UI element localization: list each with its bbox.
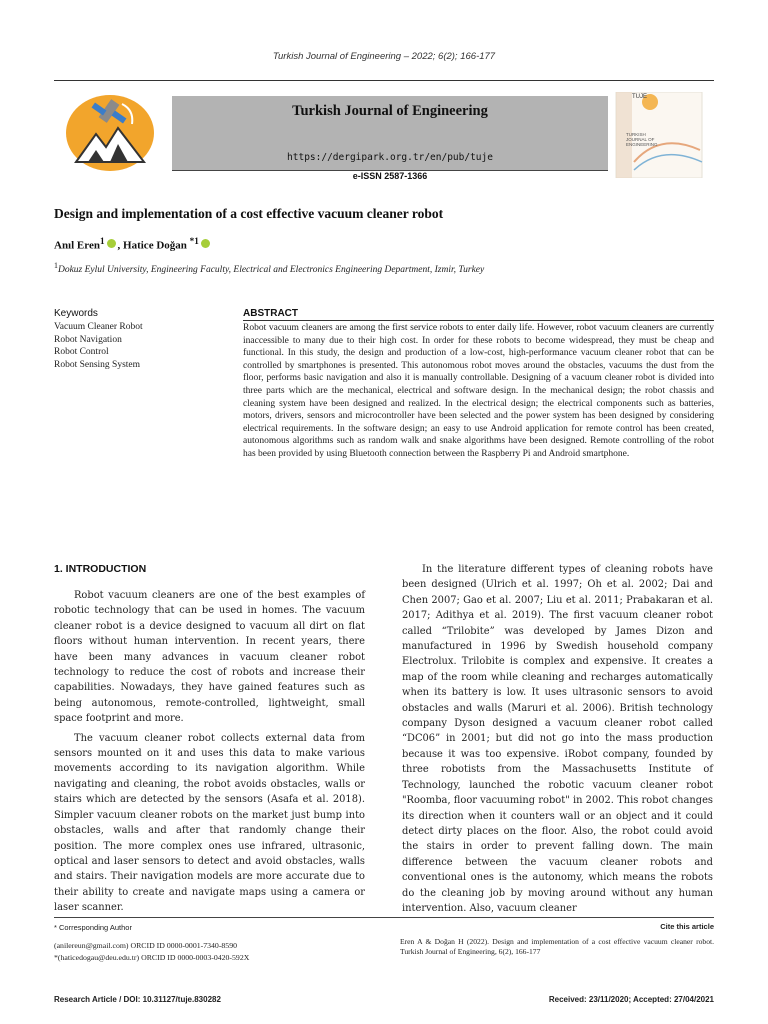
journal-name: Turkish Journal of Engineering (292, 103, 488, 119)
orcid-icon[interactable] (201, 239, 210, 248)
abstract-text: Robot vacuum cleaners are among the first service robots to enter daily life. However, robot vacuum cleaners are currently inaccessible to many due to their high cost. In order for these robots to become widespread, they must be cheap and functional. In this study, the design and production of a low-cost, high-performance vacuum cleaner robot that can be controlled by smartphones is presented. This autonomous robot moves around the obstacles, vacuums the dust from the floor, performs basic navigation and also it is manually controllable. Designing of a vacuum cleaner robot is divided into three parts which are the mechanical, electrical and software design. In the mechanical design; the robot chassis and cleaning system have been designed and realized. In the electrical design; the electrical components such as batteries, motors, drivers, sensors and microcontroller have been selected and the power system has been designed by considering electrical requirements. In the software design; an easy to use Android application for remote control has been created, autonomous algorithms such as random walk and snake algorithms have been designed. Remote controlling of the robot has been provided by using Bluetooth connection between the Raspberry Pi and Android smartphone. (243, 323, 714, 459)
keyword-item: Robot Control (54, 347, 109, 357)
keywords-heading: Keywords (54, 308, 98, 319)
section-heading: 1. INTRODUCTION (54, 563, 147, 575)
body-column-left (54, 588, 365, 920)
cover-badge: TUJE (632, 94, 647, 100)
cite-text: Eren A & Doğan H (2022). Design and implementation of a cost effective vacuum cleaner robot. Turkish Journal of Engineering, 6(2), 166-177 (400, 936, 714, 956)
author-contact[interactable]: (anilereun@gmail.com) ORCID ID 0000-0001-7340-8590 (54, 941, 238, 950)
keyword-item: Robot Navigation (54, 334, 122, 345)
affiliation-sup: 1 (54, 261, 58, 270)
keyword-item: Robot Sensing System (54, 359, 141, 370)
affiliation-text: Dokuz Eylul University, Engineering Faculty, Electrical and Electronics Engineering Department, Izmir, Turkey (57, 265, 485, 276)
cover-text: TURKISH JOURNAL OF ENGINEERING (626, 132, 658, 147)
author-sup: 1 (99, 236, 105, 246)
issn-label: e-ISSN 2587-1366 (352, 171, 428, 181)
body-paragraph: The vacuum cleaner robot collects external data from sensors mounted on it and uses this data to make various movements according to its navigation algorithm. While navigating and cleaning, the robot avoids obstacles, walls or stairs which are detected by the sensors (Asafa et al. 2018). Simpler vacuum cleaner robots on the market just bump into obstacles, walls and after that randomly change their position. The more complex ones use infrared, ultrasonic, optical and laser sensors to detect and avoid obstacles, walls and stairs. Their navigation models are more accurate due to their ability to create and navigate maps using a camera or laser scanner. (54, 732, 365, 914)
author-line (54, 236, 212, 252)
dates-label: Received: 23/11/2020; Accepted: 27/04/2021 (548, 995, 714, 1004)
body-column-right (402, 562, 713, 920)
author-name: , Hatice Doğan (117, 239, 190, 252)
author-name: Anıl Eren (54, 239, 100, 252)
keyword-item: Vacuum Cleaner Robot (54, 322, 143, 332)
abstract-divider (243, 320, 714, 321)
journal-cover-image (612, 92, 706, 178)
author-sup: *1 (189, 236, 199, 246)
footnote-block (54, 922, 384, 964)
journal-logo-icon (62, 92, 158, 174)
header-divider (54, 80, 714, 81)
affiliation (54, 261, 484, 275)
orcid-icon[interactable] (107, 239, 116, 248)
body-paragraph: Robot vacuum cleaners are one of the best examples of robotic technology that can be used in homes. The vacuum cleaner robot is a device designed to vacuum all dirt on flat floors without human intervention. In recent years, there have been many advances in vacuum cleaner robot technology to reduce the cost of robots and increase their capabilities. Nowadays, they have gained features such as being autonomous, remote-controlled, lightweight, small space footprint and more. (54, 590, 365, 725)
citation-block (400, 922, 714, 958)
running-head: Turkish Journal of Engineering – 2022; 6(2); 166-177 (272, 51, 496, 62)
journal-url-link[interactable]: https://dergipark.org.tr/en/pub/tuje (287, 152, 493, 163)
author-contact[interactable]: *(haticedogau@deu.edu.tr) ORCID ID 0000-0003-0420-592X (54, 953, 250, 962)
doi-label[interactable]: Research Article / DOI: 10.31127/tuje.830282 (54, 995, 221, 1004)
keyword-list (54, 321, 143, 371)
paper-title: Design and implementation of a cost effective vacuum cleaner robot (54, 206, 444, 221)
cite-label: Cite this article (660, 922, 714, 931)
body-paragraph: In the literature different types of cleaning robots have been designed (Ulrich et al. 1997; Oh et al. 2002; Dai and Chen 2007; Gao et al. 2007; Liu et al. 2011; Prabakaran et al. 2017; Adithya et al. 2019). The first vacuum cleaner robot called “Trilobite” was developed by James Dizon and manufactured in 1996 by Swedish household company Electrolux. Trilobite is complex and expensive. It creates a map of the room while cleaning and recharges automatically when its battery is low. It uses ultrasonic sensors to avoid obstacles and walls (Maruri et al. 2006). British technology company Dyson designed a vacuum cleaner robot called “DC06” in 2001; but did not go into the mass production because it was too expensive. iRobot company, founded by three robotists from the Massachusetts Institute of Technology, launched the robotic vacuum cleaner robot "Roomba, floor vacuuming robot" in 2002. This robot changes its direction when it counters wall or an object and it could detect dirty places on the floor. Also, the robot could avoid the stairs in order to prevent falling down. The main difference between the vacuum cleaner robots and conventional ones is the autonomy, which means the robots do the cleaning job by moving around without any human intervention. Also, vacuum cleaner (402, 564, 713, 914)
footer-divider (54, 917, 714, 918)
corresponding-author-label: * Corresponding Author (54, 923, 132, 932)
abstract-heading: ABSTRACT (243, 308, 298, 319)
